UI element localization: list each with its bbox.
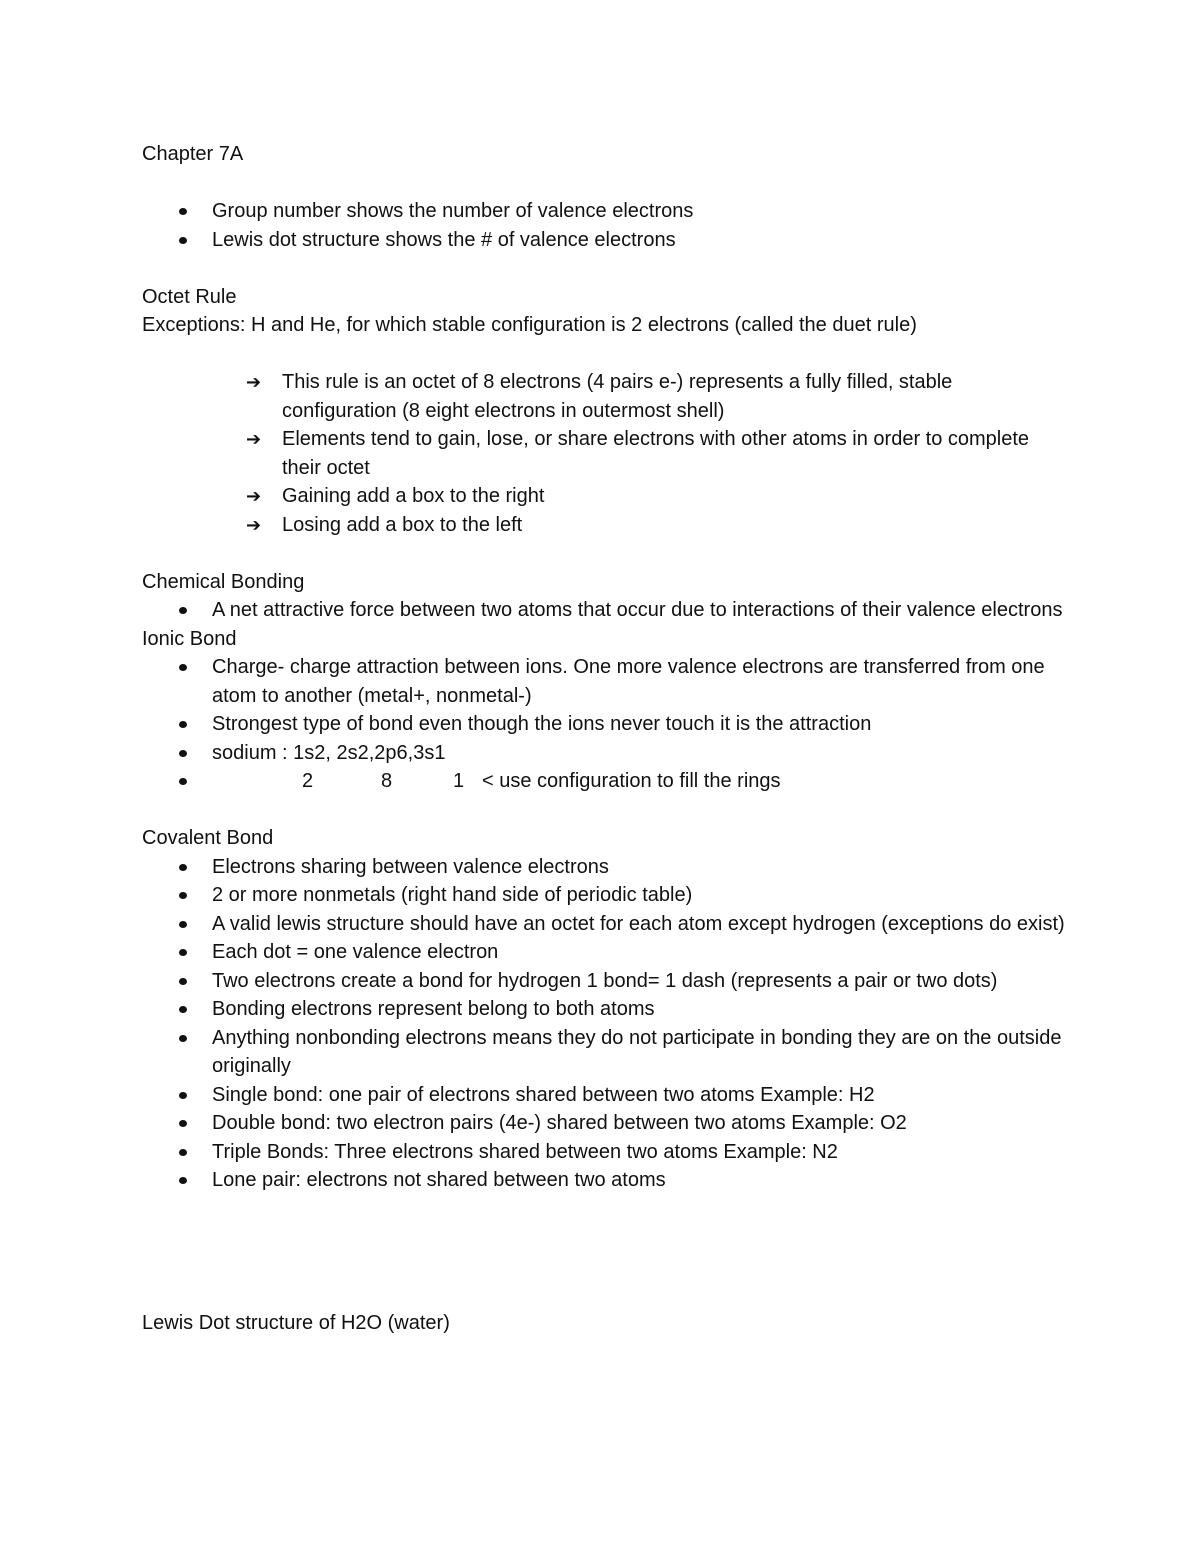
list-item: Single bond: one pair of electrons shared between two atoms Example: H2	[142, 1081, 1072, 1110]
spacer	[142, 1252, 1072, 1281]
bullet-icon	[179, 921, 187, 928]
spacer	[142, 796, 1072, 825]
bullet-icon	[179, 721, 187, 728]
list-item: Two electrons create a bond for hydrogen 1 bond= 1 dash (represents a pair or two dots)	[142, 967, 1072, 996]
list-item: Group number shows the number of valence electrons	[142, 197, 1072, 226]
bullet-icon	[179, 864, 187, 871]
octet-arrow-list	[142, 368, 1072, 539]
document-content	[142, 140, 1072, 1337]
ring-count-third: 1	[453, 770, 465, 792]
bullet-icon	[179, 978, 187, 985]
arrow-right-icon: ➔	[246, 514, 262, 535]
list-item: ➔ Losing add a box to the left	[142, 511, 1072, 540]
arrow-right-icon: ➔	[246, 429, 262, 449]
bullet-icon	[179, 1006, 187, 1013]
list-item: Lewis dot structure shows the # of valence electrons	[142, 226, 1072, 255]
spacer	[142, 539, 1072, 568]
list-item: Each dot = one valence electron	[142, 938, 1072, 967]
chemical-bonding-heading: Chemical Bonding	[142, 570, 305, 593]
bullet-icon	[179, 237, 187, 244]
list-item: 2 or more nonmetals (right hand side of periodic table)	[142, 881, 1072, 910]
bullet-icon	[179, 1149, 187, 1156]
list-item: Anything nonbonding electrons means they do not participate in bonding they are on the outside originally	[142, 1024, 1072, 1081]
arrow-right-icon: ➔	[246, 372, 262, 392]
list-item: ➔ This rule is an octet of 8 electrons (4 pairs e-) represents a fully filled, stable configuration (8 eight electrons in outermost shell)	[142, 368, 1072, 425]
covalent-bond-heading: Covalent Bond	[142, 827, 274, 849]
list-item: Double bond: two electron pairs (4e-) shared between two atoms Example: O2	[142, 1109, 1072, 1138]
spacer	[142, 1280, 1072, 1309]
bullet-icon	[179, 778, 187, 785]
arrow-right-icon: ➔	[246, 486, 262, 506]
list-item: Charge- charge attraction between ions. One more valence electrons are transferred from one atom to another (metal+, nonmetal-)	[142, 653, 1072, 710]
octet-exceptions: Exceptions: H and He, for which stable configuration is 2 electrons (called the duet rule)	[142, 314, 917, 336]
bullet-icon	[179, 892, 187, 899]
covalent-bond-list	[142, 853, 1072, 1195]
list-item: A valid lewis structure should have an octet for each atom except hydrogen (exceptions do exist)	[142, 910, 1072, 939]
chapter-title: Chapter 7A	[142, 143, 244, 165]
ring-note: < use configuration to fill the rings	[482, 770, 781, 792]
bullet-icon	[179, 750, 187, 757]
bullet-icon	[179, 1035, 187, 1042]
bullet-icon	[179, 949, 187, 956]
bullet-icon	[179, 607, 187, 614]
octet-heading: Octet Rule	[142, 285, 237, 308]
list-item: ➔ Gaining add a box to the right	[142, 482, 1072, 511]
ring-count-second: 8	[381, 770, 393, 792]
list-item: sodium : 1s2, 2s2,2p6,3s1	[142, 739, 1072, 768]
ring-count-first: 2	[302, 770, 314, 792]
list-item: ➔ Elements tend to gain, lose, or share electrons with other atoms in order to complete their octet	[142, 425, 1072, 482]
list-item: Electrons sharing between valence electrons	[142, 853, 1072, 882]
list-item: Lone pair: electrons not shared between two atoms	[142, 1166, 1072, 1195]
bullet-icon	[179, 1120, 187, 1127]
ionic-bond-heading: Ionic Bond	[142, 627, 237, 650]
bullet-icon	[179, 1092, 187, 1099]
spacer	[142, 254, 1072, 283]
chemical-bonding-list	[142, 596, 1072, 625]
list-item: A net attractive force between two atoms that occur due to interactions of their valence electrons	[142, 596, 1072, 625]
bullet-icon	[179, 208, 187, 215]
list-item: Triple Bonds: Three electrons shared between two atoms Example: N2	[142, 1138, 1072, 1167]
list-item: Strongest type of bond even though the ions never touch it is the attraction	[142, 710, 1072, 739]
spacer	[142, 169, 1072, 198]
water-structure-heading: Lewis Dot structure of H2O (water)	[142, 1311, 450, 1334]
ring-configuration-row	[212, 767, 1072, 796]
list-item	[142, 767, 1072, 796]
list-item: Bonding electrons represent belong to both atoms	[142, 995, 1072, 1024]
bullet-icon	[179, 664, 187, 671]
spacer	[142, 340, 1072, 369]
spacer	[142, 1223, 1072, 1252]
spacer	[142, 1195, 1072, 1224]
intro-bullet-list	[142, 197, 1072, 254]
ionic-bond-list	[142, 653, 1072, 796]
bullet-icon	[179, 1177, 187, 1184]
